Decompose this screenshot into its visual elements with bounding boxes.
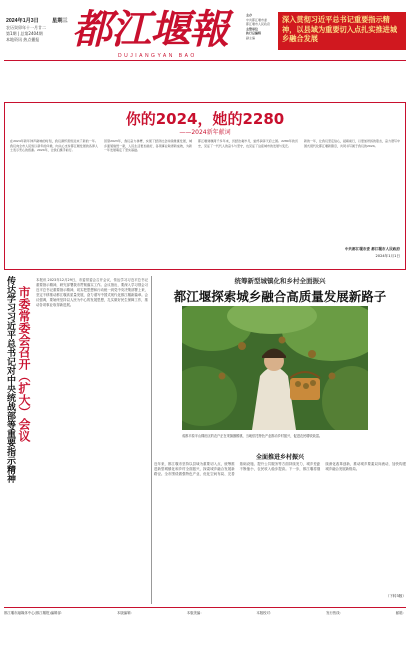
editorial-col-2: 回望2023年，我们奋力拼搏，实现了经济社会持续健康发展，城乡面貌焕然一新，人民生活更加美好，各项事业取得新成效，为新一年发展奠定了坚实基础。 [104, 139, 192, 153]
footer-item: 发行热线： [326, 611, 344, 615]
issue-meta-2: 第1期 | 总第2404期 [6, 31, 43, 36]
editorial-col-1: 在2024年新年钟声敲响的时刻，我们满怀喜悦迎来了新的一年。我们向全市人民致以新年的问候，向关心支持都江堰发展的各界人士表示衷心的感谢。2024年，让我们携手前行。 [10, 139, 98, 153]
masthead [0, 0, 410, 58]
footer-item: 本版美编： [186, 611, 204, 615]
newspaper-logo: 都江堰報 [72, 6, 228, 53]
slogan-text: 深入贯彻习近平总书记重要指示精神，以县域为重要切入点扎实推进城乡融合发展 [282, 15, 398, 44]
sponsor-line: 主管单位 [246, 26, 259, 31]
issue-date: 2024年1月3日 [6, 18, 39, 24]
column-divider [151, 276, 152, 604]
story-body: 近年来，都江堰市坚持以县域为重要切入点，统筹推进新型城镇化和乡村全面振兴，探索城乡融合发展新路径。全市围绕做强特色产业、优化空间布局、完善基础设施、提升公共服务等方面持续发力，城乡差距不断缩小，农民收入稳步提高。下一步，都江堰将继续深化改革创新，推动城乡要素双向流动，加快构建城乡融合发展新格局。 [154, 462, 406, 476]
sponsor-block [246, 13, 276, 41]
sidebar-article [4, 276, 150, 604]
newspaper-logo-pinyin: DUJIANGYAN BAO [118, 53, 197, 59]
editorial-box [4, 102, 406, 270]
sponsor-line: 执行总编辑 [246, 31, 262, 36]
footer-item: 邮箱： [395, 611, 406, 615]
editorial-signature: 中共都江堰市委 都江堰市人民政府 [344, 247, 400, 251]
editorial-subtitle: ——2024新年献词 [179, 129, 231, 136]
photo-caption: 成都平原半山梯田区的农户正在采摘猕猴桃，当地依托特色产业推动乡村振兴，促进农民增收致富。 [182, 434, 323, 438]
editorial-date: 2024年1月1日 [375, 254, 400, 258]
editorial-title: 你的2024，她的2280 [125, 110, 285, 128]
sponsor-line: 副主编 [246, 35, 256, 40]
footer-divider [4, 607, 406, 608]
story-continued: （下转3版） [385, 594, 406, 598]
sidebar-body: 本报讯 2023年12月29日，市委常委会召开会议，传达学习习近平总书记重要指示精神，研究部署我市贯彻落实工作。会议指出，要深入学习领会习近平总书记重要指示精神，切实把思想和行动统一到党中央决策部署上来，坚定不移推动都江堰高质量发展，奋力谱写中国式现代化都江堰新篇章。会议强调，要始终坚持以人民为中心的发展思想，扎实做好民生保障工作，推动各项事业取得新进展。 [36, 278, 148, 307]
issue-weekday: 星期三 [52, 18, 68, 24]
sponsor-line: 中共都江堰市委 [246, 17, 268, 22]
sponsor-line: 主办 [246, 13, 253, 17]
issue-meta-1: 农历癸卯年十一月廿二 [6, 25, 46, 30]
sponsor-line: 都江堰市人民政府 [246, 22, 271, 27]
footer-item: 本版编辑： [117, 611, 134, 615]
story-kicker: 统筹新型城镇化和乡村全面振兴 [234, 277, 326, 285]
masthead-divider [4, 60, 406, 61]
slogan-banner [278, 12, 406, 50]
sidebar-heading-2: 市委常委会召开（扩大）会议 [17, 286, 31, 442]
sidebar-heading-1: 传达学习习近平总书记对中央统战部等重要指示精神 [5, 276, 15, 483]
editorial-col-4: 新的一年，让我们坚定信心，砥砺前行，以更加昂扬的姿态，奋力谱写中国式现代化都江堰新篇章，共同书写属于我们的2024。 [304, 139, 400, 148]
footer-item: 都江堰市融媒体中心(都江堰报)编辑部： [4, 611, 65, 615]
footer-item: 本版校对： [256, 611, 274, 615]
story-headline: 都江堰探索城乡融合高质量发展新路子 [173, 289, 387, 304]
orchard-harvest-image [182, 306, 368, 430]
main-story [154, 276, 406, 604]
story-photo [182, 306, 368, 430]
footer [4, 610, 406, 620]
story-subheading: 全面推进乡村振兴 [255, 454, 304, 461]
editorial-col-3: 都江堰建堰两千多年来，历经沧桑岁月，始终润泽天府之国。2280年的历史，见证了一代代人的奋斗与坚守，也见证了这座城市的发展与变迁。 [198, 139, 298, 148]
issue-meta-3: 本地资讯 热点播报 [6, 37, 40, 42]
